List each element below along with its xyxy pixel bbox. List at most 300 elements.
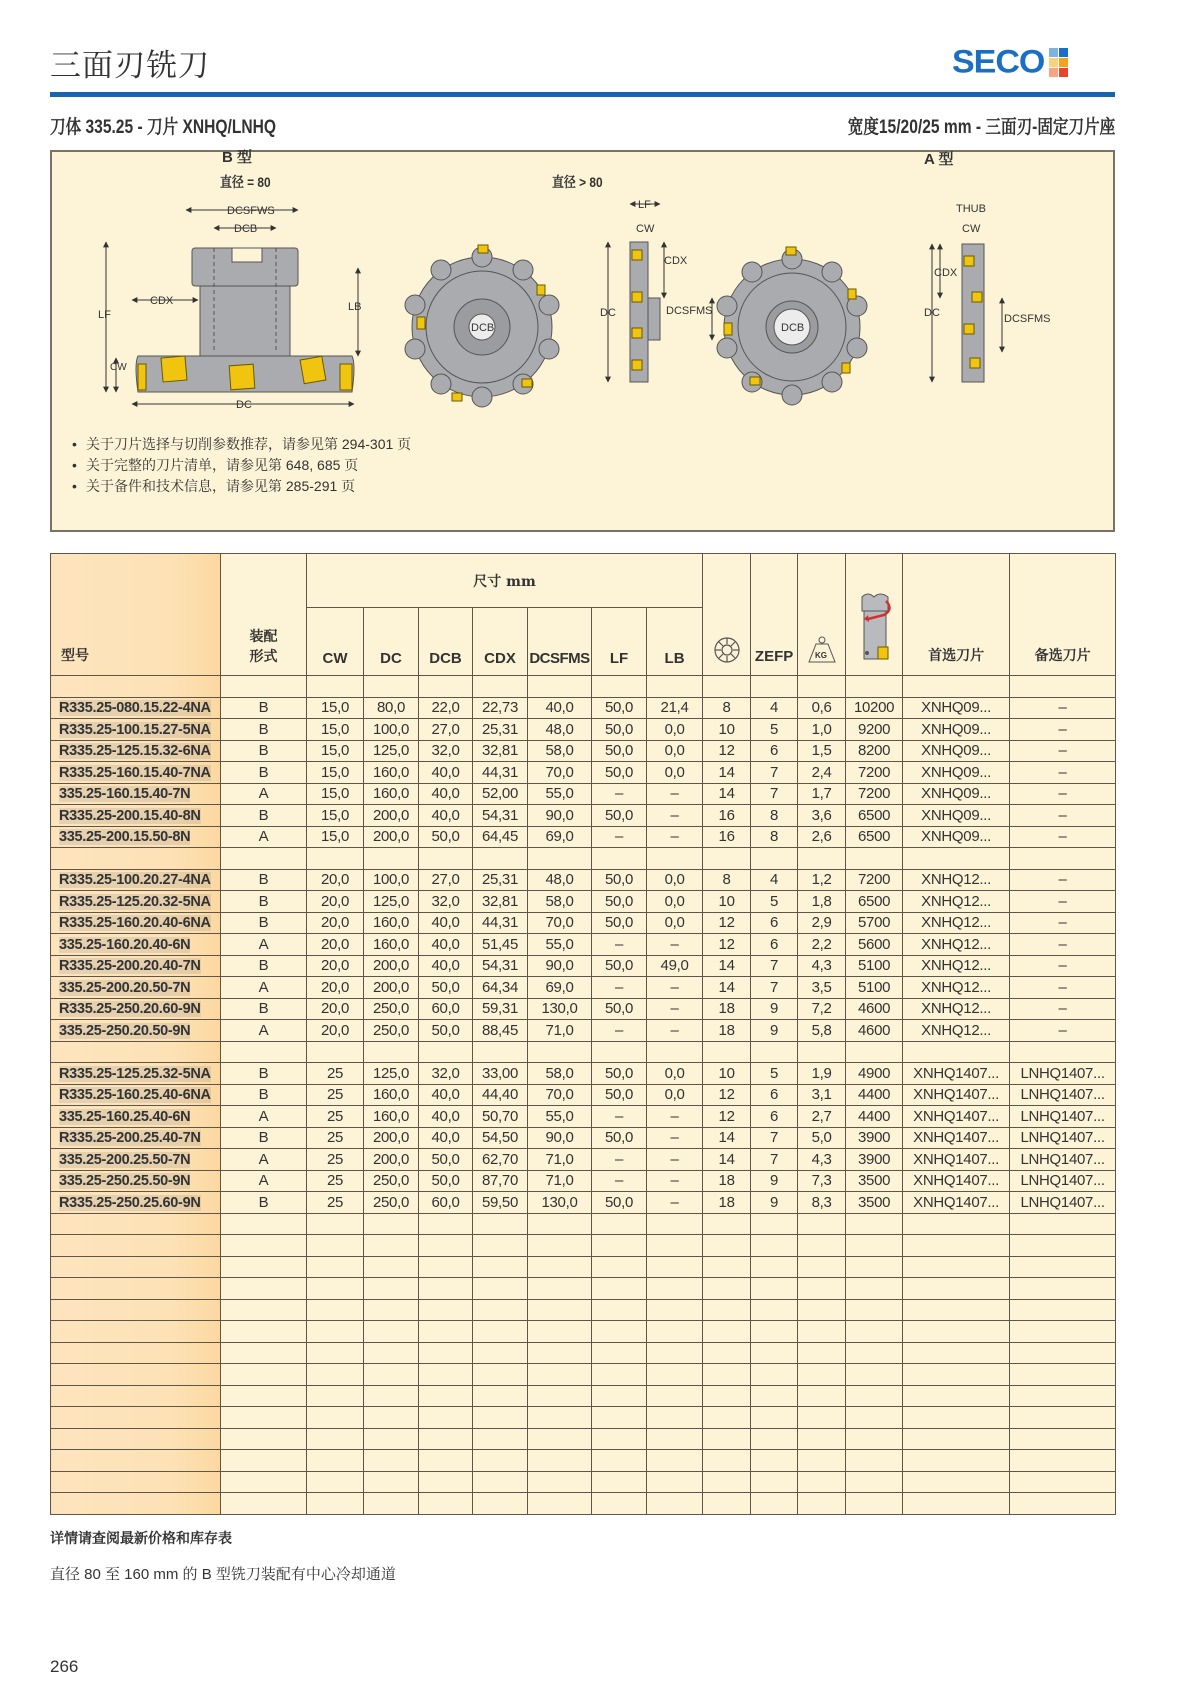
model-code: 335.25-200.15.50-8N bbox=[59, 829, 191, 846]
cell-teeth: 12 bbox=[703, 740, 751, 762]
table-row[interactable] bbox=[51, 869, 1116, 891]
cell-cdx: 64,45 bbox=[473, 826, 528, 848]
svg-text:DCSFMS: DCSFMS bbox=[1004, 313, 1051, 325]
cell-alternative-insert: LNHQ1407... bbox=[1010, 1149, 1116, 1171]
cell-model bbox=[51, 762, 221, 784]
svg-text:CDX: CDX bbox=[664, 255, 688, 267]
cell-model bbox=[51, 740, 221, 762]
empty-cell bbox=[364, 676, 419, 698]
empty-cell bbox=[703, 1299, 751, 1321]
empty-cell bbox=[647, 1235, 703, 1257]
empty-cell bbox=[647, 1385, 703, 1407]
empty-cell bbox=[703, 1235, 751, 1257]
model-code: R335.25-250.20.60-9N bbox=[59, 1001, 201, 1018]
cell-dcb: 40,0 bbox=[419, 1127, 473, 1149]
cell-dc: 160,0 bbox=[364, 1106, 419, 1128]
model-code: R335.25-125.15.32-6NA bbox=[59, 743, 211, 760]
empty-cell bbox=[419, 1407, 473, 1429]
cell-model bbox=[51, 998, 221, 1020]
cell-lb: – bbox=[647, 1149, 703, 1171]
table-row[interactable] bbox=[51, 1020, 1116, 1042]
model-code: R335.25-160.15.40-7NA bbox=[59, 764, 211, 781]
empty-cell bbox=[221, 1321, 307, 1343]
empty-cell bbox=[364, 1428, 419, 1450]
cell-zefp: 7 bbox=[751, 783, 798, 805]
cell-dcsfms: 55,0 bbox=[528, 783, 592, 805]
empty-cell bbox=[221, 1278, 307, 1300]
header-lf: LF bbox=[592, 608, 647, 676]
empty-cell bbox=[528, 1321, 592, 1343]
teeth-count-icon bbox=[712, 635, 742, 665]
price-stock-note: 详情请查阅最新价格和库存表 bbox=[50, 1531, 232, 1547]
cell-assembly: B bbox=[221, 998, 307, 1020]
empty-cell bbox=[751, 848, 798, 870]
cell-preferred-insert: XNHQ12... bbox=[903, 869, 1010, 891]
empty-cell bbox=[798, 676, 846, 698]
cell-dc: 200,0 bbox=[364, 955, 419, 977]
cell-lb: – bbox=[647, 805, 703, 827]
empty-row bbox=[51, 1256, 1116, 1278]
cell-dc: 80,0 bbox=[364, 697, 419, 719]
table-row[interactable] bbox=[51, 826, 1116, 848]
table-row[interactable] bbox=[51, 762, 1116, 784]
empty-cell bbox=[473, 1342, 528, 1364]
table-row[interactable] bbox=[51, 740, 1116, 762]
empty-cell bbox=[751, 1299, 798, 1321]
cell-cdx: 59,31 bbox=[473, 998, 528, 1020]
empty-cell bbox=[221, 1407, 307, 1429]
empty-cell bbox=[1010, 848, 1116, 870]
empty-cell bbox=[528, 1493, 592, 1515]
empty-cell bbox=[846, 676, 903, 698]
cell-teeth: 10 bbox=[703, 891, 751, 913]
empty-cell bbox=[798, 1321, 846, 1343]
empty-cell bbox=[798, 1235, 846, 1257]
empty-cell bbox=[903, 1342, 1010, 1364]
empty-cell bbox=[307, 1385, 364, 1407]
empty-cell bbox=[221, 1213, 307, 1235]
cell-cdx: 54,31 bbox=[473, 805, 528, 827]
cell-weight: 1,9 bbox=[798, 1063, 846, 1085]
model-code: 335.25-160.15.40-7N bbox=[59, 786, 191, 803]
cell-weight: 2,9 bbox=[798, 912, 846, 934]
cell-weight: 3,5 bbox=[798, 977, 846, 999]
cell-cdx: 54,31 bbox=[473, 955, 528, 977]
empty-cell bbox=[307, 1299, 364, 1321]
empty-cell bbox=[51, 1342, 221, 1364]
empty-cell bbox=[751, 1385, 798, 1407]
empty-row bbox=[51, 1450, 1116, 1472]
empty-cell bbox=[307, 1235, 364, 1257]
table-row[interactable] bbox=[51, 998, 1116, 1020]
label-dcsfws: DCSFWS bbox=[227, 205, 275, 217]
cell-dcsfms: 69,0 bbox=[528, 977, 592, 999]
cell-cw: 20,0 bbox=[307, 934, 364, 956]
cell-dc: 200,0 bbox=[364, 1149, 419, 1171]
cell-model bbox=[51, 934, 221, 956]
empty-cell bbox=[798, 1407, 846, 1429]
note-item: • 关于刀片选择与切削参数推荐，请参见第 294-301 页 bbox=[70, 434, 411, 455]
model-code: R335.25-200.25.40-7N bbox=[59, 1130, 201, 1147]
cell-lf: 50,0 bbox=[592, 1063, 647, 1085]
cell-lb: 0,0 bbox=[647, 869, 703, 891]
cell-assembly: A bbox=[221, 934, 307, 956]
table-row[interactable] bbox=[51, 955, 1116, 977]
empty-cell bbox=[528, 1342, 592, 1364]
weight-kg-icon bbox=[806, 635, 838, 665]
cell-weight: 0,6 bbox=[798, 697, 846, 719]
empty-cell bbox=[364, 1342, 419, 1364]
empty-cell bbox=[751, 1278, 798, 1300]
empty-cell bbox=[592, 1342, 647, 1364]
cell-max-rpm: 5700 bbox=[846, 912, 903, 934]
cell-preferred-insert: XNHQ12... bbox=[903, 934, 1010, 956]
empty-cell bbox=[846, 1364, 903, 1386]
empty-cell bbox=[1010, 1471, 1116, 1493]
cell-weight: 4,3 bbox=[798, 1149, 846, 1171]
cell-teeth: 12 bbox=[703, 912, 751, 934]
empty-cell bbox=[1010, 1493, 1116, 1515]
empty-cell bbox=[51, 1256, 221, 1278]
empty-cell bbox=[307, 1041, 364, 1063]
cell-teeth: 18 bbox=[703, 1020, 751, 1042]
cell-weight: 1,7 bbox=[798, 783, 846, 805]
cell-teeth: 12 bbox=[703, 1106, 751, 1128]
table-row[interactable] bbox=[51, 783, 1116, 805]
cell-dc: 125,0 bbox=[364, 891, 419, 913]
model-code: 335.25-200.20.50-7N bbox=[59, 979, 191, 996]
cell-alternative-insert: LNHQ1407... bbox=[1010, 1127, 1116, 1149]
empty-cell bbox=[473, 1471, 528, 1493]
table-row[interactable] bbox=[51, 1170, 1116, 1192]
empty-cell bbox=[473, 1213, 528, 1235]
cell-assembly: B bbox=[221, 891, 307, 913]
cell-max-rpm: 7200 bbox=[846, 783, 903, 805]
cell-zefp: 6 bbox=[751, 1084, 798, 1106]
cell-dcb: 50,0 bbox=[419, 977, 473, 999]
empty-row bbox=[51, 1493, 1116, 1515]
table-row[interactable] bbox=[51, 1192, 1116, 1214]
empty-cell bbox=[307, 1471, 364, 1493]
cell-lb: 0,0 bbox=[647, 912, 703, 934]
cell-cdx: 44,40 bbox=[473, 1084, 528, 1106]
table-row[interactable] bbox=[51, 1127, 1116, 1149]
cell-max-rpm: 4600 bbox=[846, 1020, 903, 1042]
model-code: 335.25-250.20.50-9N bbox=[59, 1022, 191, 1039]
table-row[interactable] bbox=[51, 1084, 1116, 1106]
cell-cdx: 44,31 bbox=[473, 762, 528, 784]
cell-weight: 8,3 bbox=[798, 1192, 846, 1214]
svg-text:CW: CW bbox=[636, 223, 655, 235]
header-assembly bbox=[221, 554, 307, 676]
cell-lf: – bbox=[592, 826, 647, 848]
empty-row bbox=[51, 1321, 1116, 1343]
empty-cell bbox=[903, 1235, 1010, 1257]
svg-text:DCB: DCB bbox=[471, 322, 495, 334]
header-assembly-line1: 装配 bbox=[249, 629, 278, 645]
empty-cell bbox=[703, 676, 751, 698]
empty-cell bbox=[364, 1407, 419, 1429]
cell-dcsfms: 71,0 bbox=[528, 1020, 592, 1042]
model-code: R335.25-080.15.22-4NA bbox=[59, 700, 211, 717]
svg-text:LF: LF bbox=[98, 309, 111, 321]
cell-alternative-insert: – bbox=[1010, 762, 1116, 784]
empty-cell bbox=[528, 1385, 592, 1407]
cell-lf: 50,0 bbox=[592, 891, 647, 913]
empty-cell bbox=[528, 1364, 592, 1386]
cell-cdx: 54,50 bbox=[473, 1127, 528, 1149]
cell-dc: 250,0 bbox=[364, 1170, 419, 1192]
model-code: 335.25-250.25.50-9N bbox=[59, 1173, 191, 1190]
max-rpm-icon bbox=[856, 591, 892, 667]
cell-cdx: 25,31 bbox=[473, 869, 528, 891]
table-row[interactable] bbox=[51, 697, 1116, 719]
empty-cell bbox=[798, 1213, 846, 1235]
empty-cell bbox=[592, 1385, 647, 1407]
empty-cell bbox=[592, 1235, 647, 1257]
cell-max-rpm: 3500 bbox=[846, 1192, 903, 1214]
empty-row bbox=[51, 1364, 1116, 1386]
empty-cell bbox=[846, 1321, 903, 1343]
cell-assembly: B bbox=[221, 1127, 307, 1149]
empty-cell bbox=[903, 1321, 1010, 1343]
cell-weight: 2,6 bbox=[798, 826, 846, 848]
cell-model bbox=[51, 977, 221, 999]
cell-zefp: 5 bbox=[751, 719, 798, 741]
cell-lb: – bbox=[647, 783, 703, 805]
cell-assembly: B bbox=[221, 955, 307, 977]
empty-cell bbox=[51, 1471, 221, 1493]
empty-cell bbox=[364, 1278, 419, 1300]
cell-assembly: B bbox=[221, 1063, 307, 1085]
empty-cell bbox=[51, 1299, 221, 1321]
empty-cell bbox=[419, 676, 473, 698]
cell-alternative-insert: – bbox=[1010, 1020, 1116, 1042]
cutter-spec-table bbox=[50, 553, 1116, 1515]
empty-cell bbox=[307, 1428, 364, 1450]
cell-cw: 15,0 bbox=[307, 805, 364, 827]
empty-cell bbox=[647, 1321, 703, 1343]
empty-cell bbox=[528, 1041, 592, 1063]
cell-zefp: 6 bbox=[751, 934, 798, 956]
cell-dcb: 50,0 bbox=[419, 1149, 473, 1171]
cell-teeth: 14 bbox=[703, 977, 751, 999]
cell-zefp: 9 bbox=[751, 1020, 798, 1042]
empty-cell bbox=[1010, 1278, 1116, 1300]
empty-cell bbox=[419, 1364, 473, 1386]
cell-lf: 50,0 bbox=[592, 1127, 647, 1149]
cell-cdx: 52,00 bbox=[473, 783, 528, 805]
empty-cell bbox=[751, 1493, 798, 1515]
empty-cell bbox=[592, 1407, 647, 1429]
empty-cell bbox=[221, 1471, 307, 1493]
empty-cell bbox=[364, 848, 419, 870]
empty-row bbox=[51, 1407, 1116, 1429]
empty-cell bbox=[592, 848, 647, 870]
empty-cell bbox=[419, 1278, 473, 1300]
empty-cell bbox=[221, 848, 307, 870]
cell-preferred-insert: XNHQ09... bbox=[903, 762, 1010, 784]
empty-cell bbox=[528, 1407, 592, 1429]
cell-alternative-insert: LNHQ1407... bbox=[1010, 1106, 1116, 1128]
cell-teeth: 12 bbox=[703, 934, 751, 956]
cell-dc: 125,0 bbox=[364, 1063, 419, 1085]
empty-cell bbox=[419, 1471, 473, 1493]
empty-cell bbox=[419, 1256, 473, 1278]
header-cw: CW bbox=[307, 608, 364, 676]
table-row[interactable] bbox=[51, 719, 1116, 741]
empty-cell bbox=[1010, 1450, 1116, 1472]
cell-dcsfms: 48,0 bbox=[528, 719, 592, 741]
empty-cell bbox=[592, 1299, 647, 1321]
cell-lb: – bbox=[647, 826, 703, 848]
svg-text:LB: LB bbox=[348, 301, 362, 313]
empty-cell bbox=[307, 1364, 364, 1386]
cell-preferred-insert: XNHQ12... bbox=[903, 955, 1010, 977]
empty-row bbox=[51, 1385, 1116, 1407]
cell-teeth: 14 bbox=[703, 1149, 751, 1171]
cell-alternative-insert: – bbox=[1010, 869, 1116, 891]
cell-preferred-insert: XNHQ09... bbox=[903, 740, 1010, 762]
empty-row bbox=[51, 1213, 1116, 1235]
cell-dcsfms: 58,0 bbox=[528, 1063, 592, 1085]
svg-text:DC: DC bbox=[924, 307, 940, 319]
cell-cw: 25 bbox=[307, 1084, 364, 1106]
cell-dcsfms: 70,0 bbox=[528, 762, 592, 784]
cell-cdx: 51,45 bbox=[473, 934, 528, 956]
cell-teeth: 8 bbox=[703, 697, 751, 719]
cell-model bbox=[51, 1020, 221, 1042]
cell-cw: 20,0 bbox=[307, 998, 364, 1020]
empty-cell bbox=[647, 676, 703, 698]
empty-cell bbox=[703, 1385, 751, 1407]
cell-dcb: 40,0 bbox=[419, 1106, 473, 1128]
table-row[interactable] bbox=[51, 805, 1116, 827]
model-code: R335.25-250.25.60-9N bbox=[59, 1194, 201, 1211]
svg-text:KG: KG bbox=[814, 651, 827, 660]
table-row[interactable] bbox=[51, 934, 1116, 956]
cell-dcb: 40,0 bbox=[419, 805, 473, 827]
empty-cell bbox=[703, 1364, 751, 1386]
table-row[interactable] bbox=[51, 891, 1116, 913]
cell-zefp: 4 bbox=[751, 697, 798, 719]
cell-zefp: 8 bbox=[751, 826, 798, 848]
cell-assembly: B bbox=[221, 697, 307, 719]
table-row[interactable] bbox=[51, 1106, 1116, 1128]
empty-cell bbox=[751, 1342, 798, 1364]
cell-cw: 25 bbox=[307, 1170, 364, 1192]
empty-cell bbox=[528, 1450, 592, 1472]
empty-cell bbox=[364, 1256, 419, 1278]
empty-cell bbox=[307, 1407, 364, 1429]
table-row[interactable] bbox=[51, 977, 1116, 999]
empty-cell bbox=[798, 1256, 846, 1278]
svg-text:THUB: THUB bbox=[956, 203, 986, 215]
cell-alternative-insert: LNHQ1407... bbox=[1010, 1192, 1116, 1214]
empty-cell bbox=[1010, 1299, 1116, 1321]
empty-cell bbox=[307, 1321, 364, 1343]
cell-preferred-insert: XNHQ09... bbox=[903, 826, 1010, 848]
empty-row bbox=[51, 1428, 1116, 1450]
cell-cw: 15,0 bbox=[307, 719, 364, 741]
cell-dc: 250,0 bbox=[364, 1192, 419, 1214]
empty-cell bbox=[419, 1041, 473, 1063]
header-alternative-insert: 备选刀片 bbox=[1010, 554, 1116, 676]
svg-text:DCB: DCB bbox=[781, 322, 805, 334]
cell-max-rpm: 9200 bbox=[846, 719, 903, 741]
cell-alternative-insert: – bbox=[1010, 826, 1116, 848]
empty-cell bbox=[528, 1471, 592, 1493]
cell-weight: 2,7 bbox=[798, 1106, 846, 1128]
empty-cell bbox=[846, 848, 903, 870]
cell-weight: 1,8 bbox=[798, 891, 846, 913]
empty-cell bbox=[419, 848, 473, 870]
cell-dcsfms: 130,0 bbox=[528, 1192, 592, 1214]
cell-lf: – bbox=[592, 1149, 647, 1171]
model-code: R335.25-160.20.40-6NA bbox=[59, 915, 211, 932]
cell-lf: – bbox=[592, 934, 647, 956]
empty-cell bbox=[528, 1278, 592, 1300]
svg-text:CDX: CDX bbox=[150, 295, 174, 307]
cell-dcb: 27,0 bbox=[419, 869, 473, 891]
cell-preferred-insert: XNHQ12... bbox=[903, 891, 1010, 913]
empty-cell bbox=[798, 1385, 846, 1407]
empty-cell bbox=[473, 1299, 528, 1321]
cell-assembly: A bbox=[221, 826, 307, 848]
empty-cell bbox=[51, 1385, 221, 1407]
empty-cell bbox=[846, 1471, 903, 1493]
cell-cw: 15,0 bbox=[307, 740, 364, 762]
empty-cell bbox=[307, 1493, 364, 1515]
cell-dc: 125,0 bbox=[364, 740, 419, 762]
empty-cell bbox=[473, 1364, 528, 1386]
empty-cell bbox=[798, 1428, 846, 1450]
empty-cell bbox=[51, 1407, 221, 1429]
empty-cell bbox=[703, 1256, 751, 1278]
cell-lb: 0,0 bbox=[647, 719, 703, 741]
cell-teeth: 18 bbox=[703, 998, 751, 1020]
empty-cell bbox=[221, 1235, 307, 1257]
empty-cell bbox=[592, 1256, 647, 1278]
cell-teeth: 14 bbox=[703, 955, 751, 977]
cell-dcb: 40,0 bbox=[419, 934, 473, 956]
cell-alternative-insert: – bbox=[1010, 891, 1116, 913]
svg-text:LF: LF bbox=[638, 199, 651, 211]
table-row[interactable] bbox=[51, 1063, 1116, 1085]
empty-cell bbox=[364, 1299, 419, 1321]
cell-cw: 15,0 bbox=[307, 697, 364, 719]
empty-cell bbox=[903, 1213, 1010, 1235]
empty-cell bbox=[307, 1342, 364, 1364]
table-row[interactable] bbox=[51, 1149, 1116, 1171]
svg-text:DCB: DCB bbox=[234, 223, 258, 235]
empty-cell bbox=[221, 1364, 307, 1386]
cell-max-rpm: 3900 bbox=[846, 1149, 903, 1171]
cell-zefp: 7 bbox=[751, 977, 798, 999]
cell-zefp: 7 bbox=[751, 1149, 798, 1171]
cell-dc: 200,0 bbox=[364, 1127, 419, 1149]
cell-max-rpm: 3900 bbox=[846, 1127, 903, 1149]
cell-lf: 50,0 bbox=[592, 869, 647, 891]
cell-teeth: 10 bbox=[703, 719, 751, 741]
cell-dc: 200,0 bbox=[364, 826, 419, 848]
empty-cell bbox=[419, 1428, 473, 1450]
cell-dc: 160,0 bbox=[364, 783, 419, 805]
cell-dcsfms: 70,0 bbox=[528, 912, 592, 934]
table-row[interactable] bbox=[51, 912, 1116, 934]
cell-lb: – bbox=[647, 977, 703, 999]
cell-lf: 50,0 bbox=[592, 805, 647, 827]
